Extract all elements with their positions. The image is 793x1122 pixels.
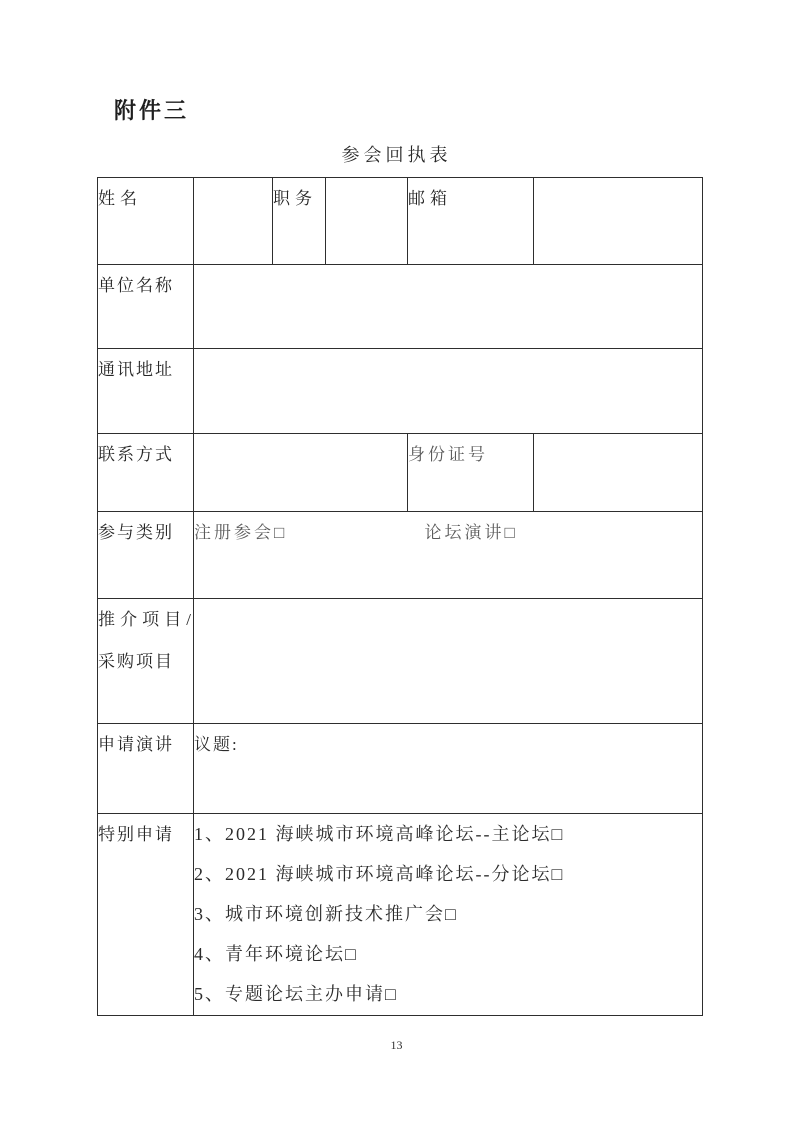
forum-speech-checkbox-option[interactable]: 论坛演讲□ (424, 523, 518, 542)
project-label: 推介项目/采购项目 (98, 599, 194, 724)
project-input-cell[interactable] (194, 599, 703, 724)
page-number: 13 (390, 1038, 403, 1052)
row-special (98, 814, 703, 1016)
form-title: 参会回执表 (341, 145, 452, 165)
special-option-tech-promotion[interactable]: 3、城市环境创新技术推广会□ (194, 904, 458, 924)
category-options-cell (194, 512, 703, 599)
email-label: 邮箱 (408, 178, 534, 265)
row-address (98, 349, 703, 434)
row-organization (98, 265, 703, 349)
name-input-cell[interactable] (194, 178, 273, 265)
position-label: 职务 (273, 178, 326, 265)
category-label: 参与类别 (98, 512, 194, 599)
register-checkbox-option[interactable]: 注册参会□ (194, 523, 288, 542)
contact-label: 联系方式 (98, 434, 194, 512)
name-label: 姓名 (98, 178, 194, 265)
position-input-cell[interactable] (326, 178, 408, 265)
special-options-cell (194, 814, 703, 1016)
contact-input-cell[interactable] (194, 434, 408, 512)
email-input-cell[interactable] (534, 178, 703, 265)
topic-label: 议题: (194, 735, 239, 754)
special-option-host-application[interactable]: 5、专题论坛主办申请□ (194, 984, 398, 1004)
id-number-input-cell[interactable] (534, 434, 703, 512)
speech-label: 申请演讲 (98, 724, 194, 814)
row-name-position-email (98, 178, 703, 265)
organization-input-cell[interactable] (194, 265, 703, 349)
row-speech (98, 724, 703, 814)
special-option-main-forum[interactable]: 1、2021 海峡城市环境高峰论坛--主论坛□ (194, 824, 565, 844)
address-input-cell[interactable] (194, 349, 703, 434)
row-contact-id (98, 434, 703, 512)
attachment-heading: 附件三 (114, 98, 190, 123)
reply-form-table (97, 177, 703, 1016)
special-option-sub-forum[interactable]: 2、2021 海峡城市环境高峰论坛--分论坛□ (194, 864, 565, 884)
row-project (98, 599, 703, 724)
topic-input-cell[interactable] (194, 724, 703, 814)
address-label: 通讯地址 (98, 349, 194, 434)
row-category (98, 512, 703, 599)
special-label: 特别申请 (98, 814, 194, 1016)
organization-label: 单位名称 (98, 265, 194, 349)
id-number-label: 身份证号 (408, 434, 534, 512)
special-option-youth-forum[interactable]: 4、青年环境论坛□ (194, 944, 358, 964)
